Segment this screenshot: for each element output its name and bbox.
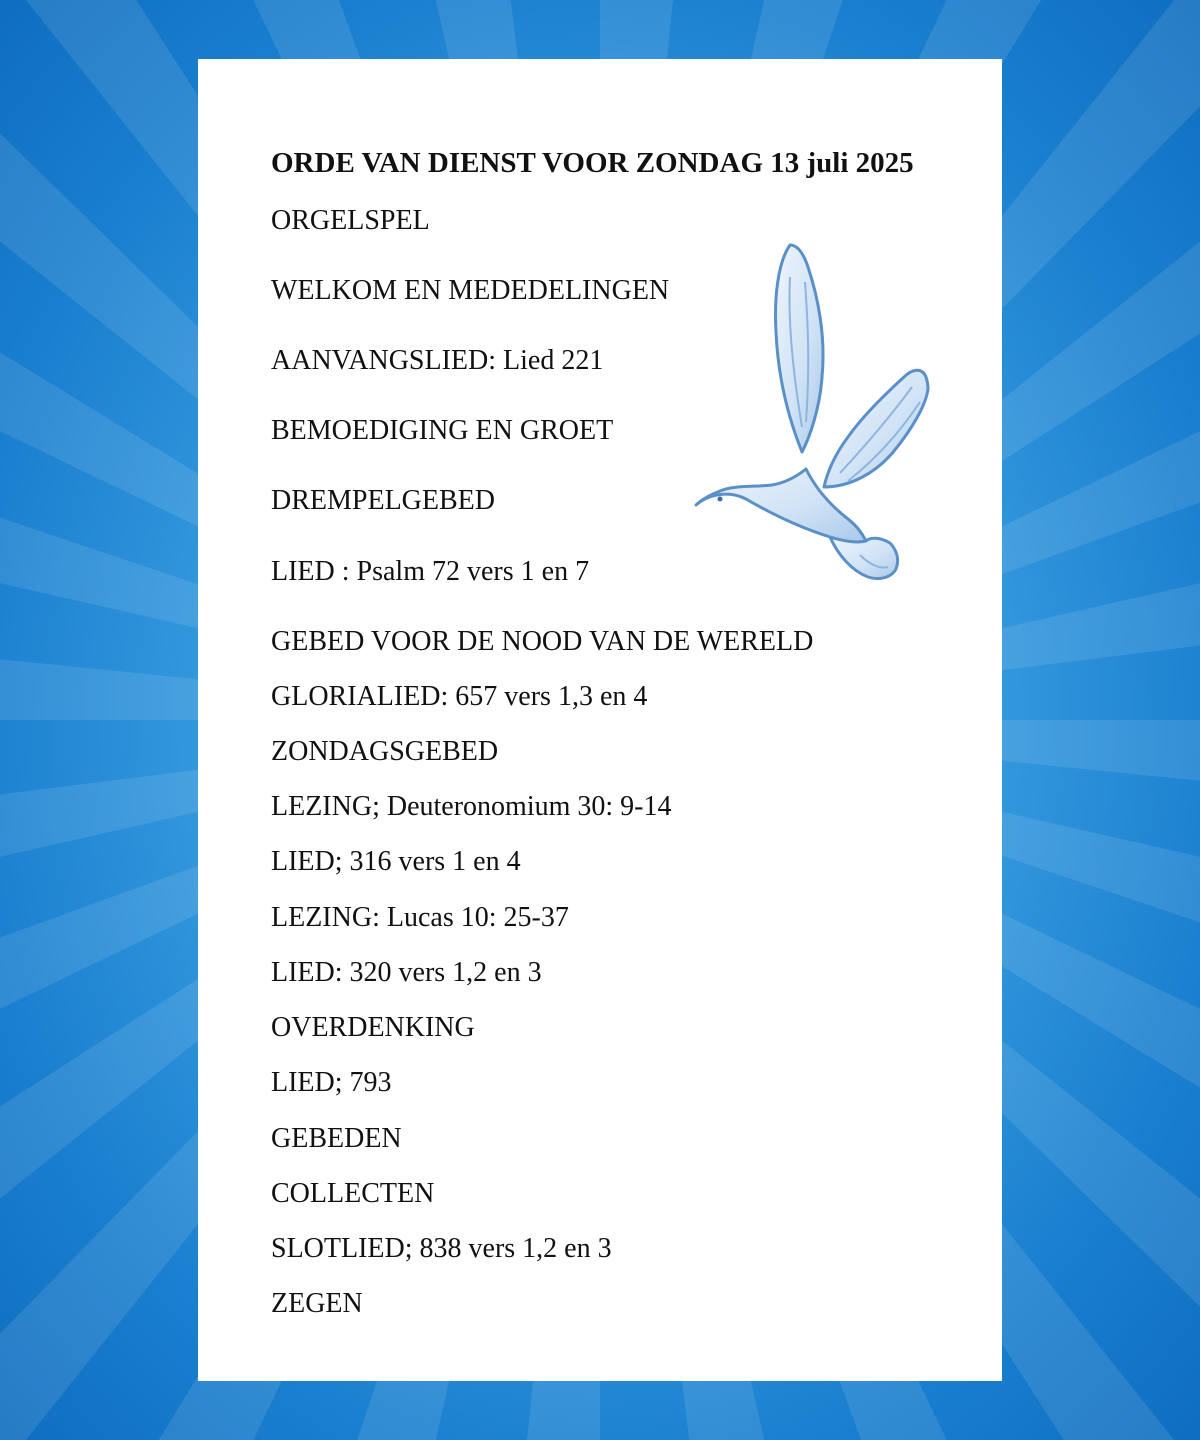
service-item: COLLECTEN [271, 1178, 435, 1209]
service-item: OVERDENKING [271, 1012, 475, 1043]
service-item: LIED; 793 [271, 1067, 392, 1098]
service-item: GLORIALIED: 657 vers 1,3 en 4 [271, 681, 648, 712]
service-item: DREMPELGEBED [271, 485, 495, 516]
service-item: ORGELSPEL [271, 205, 430, 236]
service-item: ZEGEN [271, 1288, 363, 1319]
service-item: GEBEDEN [271, 1123, 402, 1154]
service-item: LEZING: Lucas 10: 25-37 [271, 902, 569, 933]
dove-icon [690, 237, 940, 582]
service-item: BEMOEDIGING EN GROET [271, 415, 614, 446]
service-item: SLOTLIED; 838 vers 1,2 en 3 [271, 1233, 612, 1264]
service-item: LIED : Psalm 72 vers 1 en 7 [271, 556, 590, 587]
service-item: LEZING; Deuteronomium 30: 9-14 [271, 791, 672, 822]
order-of-service-card [198, 59, 1002, 1381]
service-item: AANVANGSLIED: Lied 221 [271, 345, 604, 376]
service-item: LIED; 316 vers 1 en 4 [271, 846, 521, 877]
service-item: ZONDAGSGEBED [271, 736, 499, 767]
service-item: LIED: 320 vers 1,2 en 3 [271, 957, 542, 988]
service-item: WELKOM EN MEDEDELINGEN [271, 275, 670, 306]
service-item: GEBED VOOR DE NOOD VAN DE WERELD [271, 626, 814, 657]
page-title: ORDE VAN DIENST VOOR ZONDAG 13 juli 2025 [271, 147, 914, 179]
